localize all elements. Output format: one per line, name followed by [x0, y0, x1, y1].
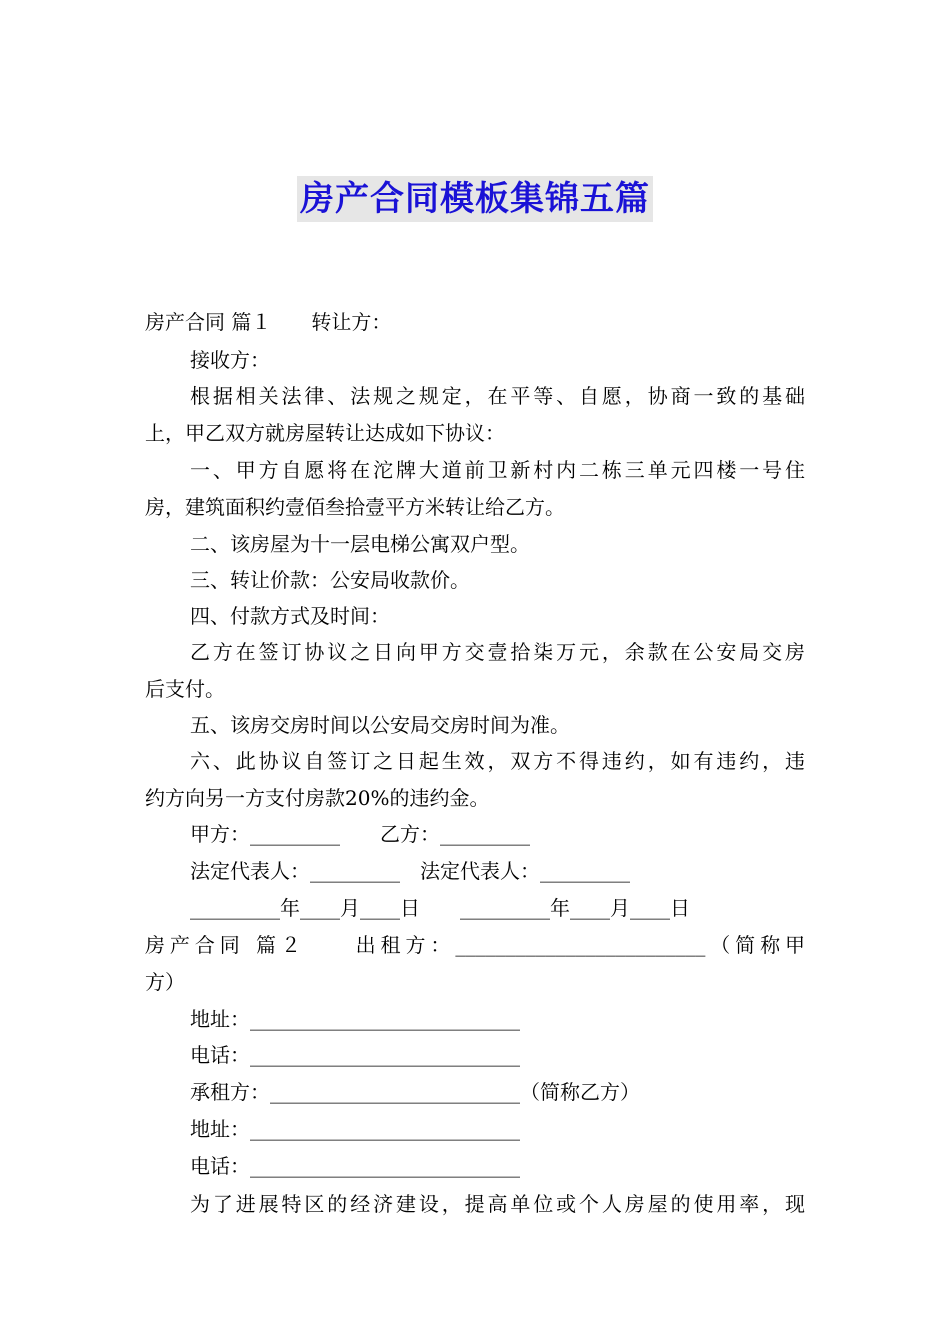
title-container — [0, 176, 950, 222]
section-1-heading: 房产合同 篇１ 转让方： — [145, 310, 392, 334]
paragraph-line: 二、该房屋为十一层电梯公寓双户型。 — [190, 532, 530, 556]
paragraph-line: 约方向另一方支付房款20%的违约金。 — [145, 786, 490, 810]
document-title: 房产合同模板集锦五篇 — [297, 176, 653, 222]
paragraph-line: 为了进展特区的经济建设，提高单位或个人房屋的使用率，现 — [190, 1192, 805, 1216]
signature-line: 法定代表人：_________ 法定代表人：_________ — [190, 859, 630, 883]
paragraph-line: 五、该房交房时间以公安局交房时间为准。 — [190, 713, 570, 737]
form-field-line: 地址：___________________________ — [190, 1117, 520, 1141]
paragraph-line: 上，甲乙双方就房屋转让达成如下协议： — [145, 421, 505, 445]
form-field-line: 电话：___________________________ — [190, 1154, 520, 1178]
form-field-line: 电话：___________________________ — [190, 1043, 520, 1067]
form-field-line: 地址：___________________________ — [190, 1007, 520, 1031]
paragraph-line: 后支付。 — [145, 677, 225, 701]
paragraph-line: 一、甲方自愿将在沱牌大道前卫新村内二栋三单元四楼一号住 — [190, 458, 805, 482]
paragraph-line: 方） — [145, 970, 185, 994]
paragraph-line: 四、付款方式及时间： — [190, 604, 390, 628]
date-line: _________年____月____日 _________年____月____日 — [190, 896, 690, 920]
form-field-line: 承租方：_________________________（简称乙方） — [190, 1080, 640, 1104]
paragraph-line: 三、转让价款：公安局收款价。 — [190, 568, 470, 592]
paragraph-line: 房，建筑面积约壹佰叁拾壹平方米转让给乙方。 — [145, 495, 565, 519]
paragraph-line: 六、此协议自签订之日起生效，双方不得违约，如有违约，违 — [190, 749, 805, 773]
section-2-heading: 房产合同 篇２ 出租方：_________________________（简称甲 — [145, 933, 805, 957]
paragraph-line: 接收方： — [190, 348, 270, 372]
paragraph-line: 根据相关法律、法规之规定，在平等、自愿，协商一致的基础 — [190, 384, 805, 408]
paragraph-line: 乙方在签订协议之日向甲方交壹拾柒万元，余款在公安局交房 — [190, 640, 805, 664]
signature-line: 甲方：_________ 乙方：_________ — [190, 822, 530, 846]
